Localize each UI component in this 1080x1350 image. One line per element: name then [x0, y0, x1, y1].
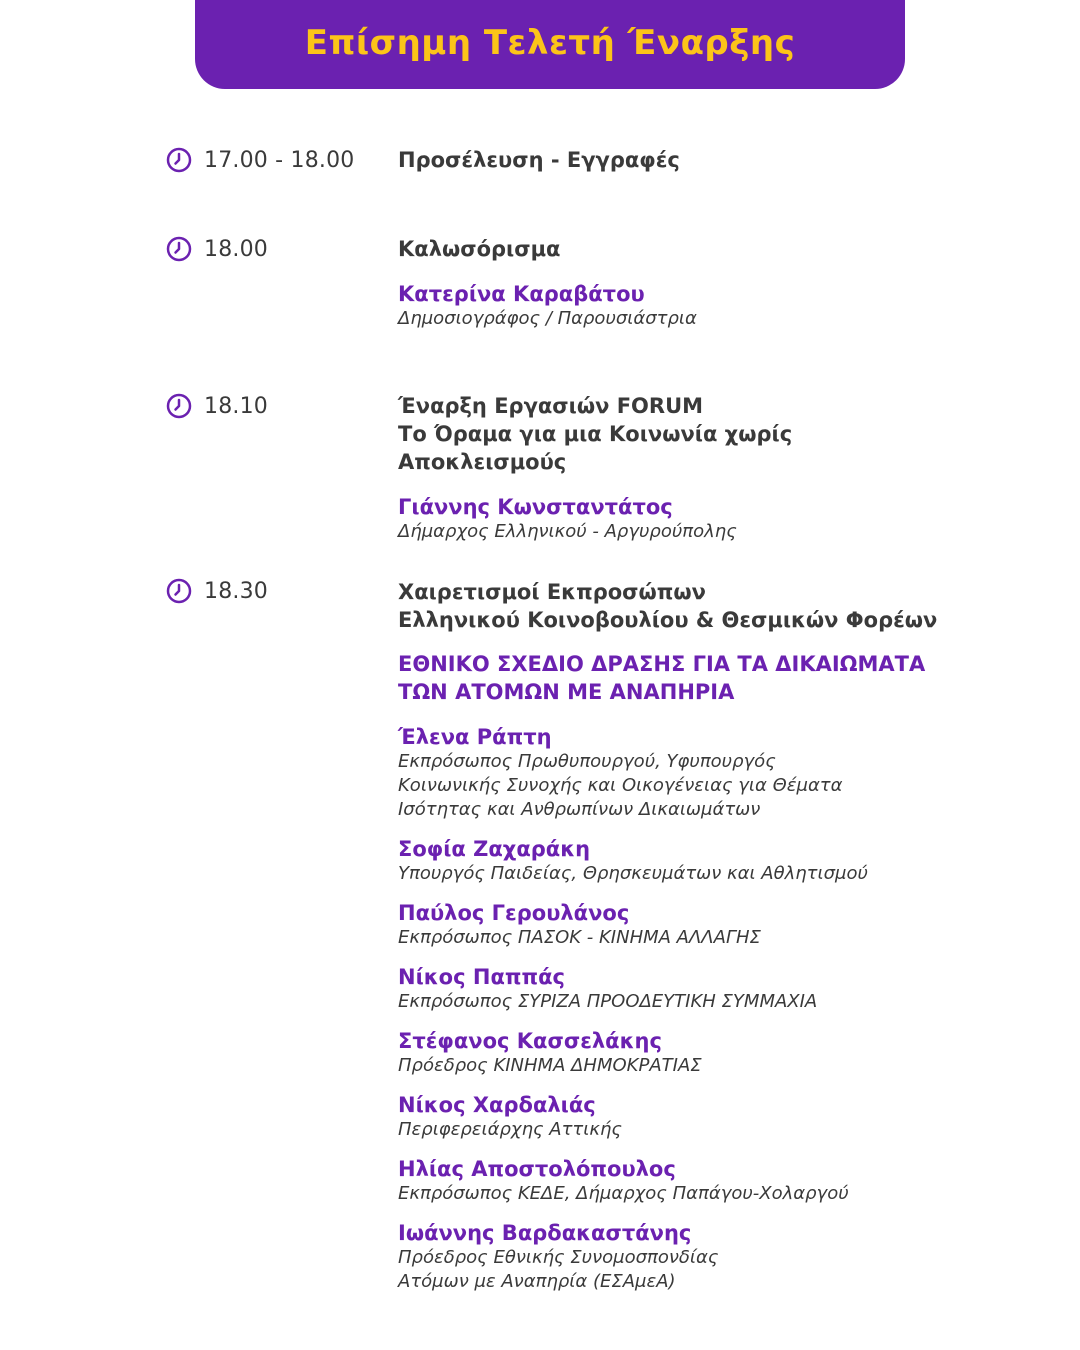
clock-icon — [166, 578, 192, 604]
speaker-role: Ισότητας και Ανθρωπίνων Δικαιωμάτων — [398, 799, 761, 820]
page-title: Επίσημη Τελετή Έναρξης — [304, 22, 796, 63]
speaker-name: Έλενα Ράπτη — [398, 725, 552, 749]
clock-icon — [166, 236, 192, 262]
speaker — [398, 964, 958, 1014]
speaker-role: Δημοσιογράφος / Παρουσιάστρια — [398, 308, 697, 329]
schedule-content-2 — [398, 235, 958, 331]
schedule-time-3 — [166, 393, 268, 419]
session-title: Έναρξη Εργασιών FORUM — [398, 394, 704, 418]
speaker-name: Νίκος Χαρδαλιάς — [398, 1093, 596, 1117]
speaker-name: Παύλος Γερουλάνος — [398, 901, 630, 925]
time-label: 18.00 — [204, 236, 268, 262]
session-title: Καλωσόρισμα — [398, 237, 561, 261]
session-subtitle: Το Όραμα για μια Κοινωνία χωρίς Αποκλεισμούς — [398, 422, 793, 474]
schedule-time-1 — [166, 147, 355, 173]
time-label: 18.10 — [204, 393, 268, 419]
speaker — [398, 724, 958, 822]
action-plan-line: ΤΩΝ ΑΤΟΜΩΝ ΜΕ ΑΝΑΠΗΡΙΑ — [398, 680, 735, 704]
header-banner — [195, 0, 905, 89]
schedule-content-3 — [398, 392, 958, 544]
speaker — [398, 900, 958, 950]
speaker — [398, 836, 958, 886]
speaker-name: Κατερίνα Καραβάτου — [398, 282, 645, 306]
speaker — [398, 281, 958, 331]
speaker-role: Πρόεδρος Εθνικής Συνομοσπονδίας — [398, 1247, 719, 1268]
speaker-role: Ατόμων με Αναπηρία (ΕΣΑμεΑ) — [398, 1271, 676, 1292]
speaker-role: Εκπρόσωπος ΣΥΡΙΖΑ ΠΡΟΟΔΕΥΤΙΚΗ ΣΥΜΜΑΧΙΑ — [398, 991, 818, 1012]
clock-icon — [166, 147, 192, 173]
session-title: Προσέλευση - Εγγραφές — [398, 148, 680, 172]
action-plan-heading — [398, 650, 958, 706]
speaker-role: Εκπρόσωπος ΚΕΔΕ, Δήμαρχος Παπάγου-Χολαργού — [398, 1183, 849, 1204]
speaker-name: Ιωάννης Βαρδακαστάνης — [398, 1221, 692, 1245]
speaker — [398, 1156, 958, 1206]
speaker-name: Στέφανος Κασσελάκης — [398, 1029, 662, 1053]
speaker-role: Κοινωνικής Συνοχής και Οικογένειας για Θέματα — [398, 775, 843, 796]
speaker-role: Εκπρόσωπος Πρωθυπουργού, Υφυπουργός — [398, 751, 776, 772]
speaker-role: Πρόεδρος ΚΙΝΗΜΑ ΔΗΜΟΚΡΑΤΙΑΣ — [398, 1055, 702, 1076]
speaker — [398, 494, 958, 544]
speaker — [398, 1092, 958, 1142]
speaker-role: Υπουργός Παιδείας, Θρησκευμάτων και Αθλητισμού — [398, 863, 868, 884]
speaker — [398, 1028, 958, 1078]
time-label: 18.30 — [204, 578, 268, 604]
speaker-name: Σοφία Ζαχαράκη — [398, 837, 591, 861]
speaker-name: Ηλίας Αποστολόπουλος — [398, 1157, 676, 1181]
speaker — [398, 1220, 958, 1294]
speaker-name: Γιάννης Κωνσταντάτος — [398, 495, 673, 519]
time-label: 17.00 - 18.00 — [204, 147, 355, 173]
session-title: Χαιρετισμοί Εκπροσώπων — [398, 580, 706, 604]
clock-icon — [166, 393, 192, 419]
speaker-role: Περιφερειάρχης Αττικής — [398, 1119, 622, 1140]
speaker-role: Δήμαρχος Ελληνικού - Αργυρούπολης — [398, 521, 737, 542]
schedule-content-4 — [398, 578, 958, 1294]
speaker-role: Εκπρόσωπος ΠΑΣΟΚ - ΚΙΝΗΜΑ ΑΛΛΑΓΗΣ — [398, 927, 761, 948]
schedule-time-4 — [166, 578, 268, 604]
schedule-content-1 — [398, 146, 958, 174]
schedule-time-2 — [166, 236, 268, 262]
session-subtitle: Ελληνικού Κοινοβουλίου & Θεσμικών Φορέων — [398, 608, 938, 632]
action-plan-line: ΕΘΝΙΚΟ ΣΧΕΔΙΟ ΔΡΑΣΗΣ ΓΙΑ ΤΑ ΔΙΚΑΙΩΜΑΤΑ — [398, 652, 926, 676]
speaker-name: Νίκος Παππάς — [398, 965, 565, 989]
